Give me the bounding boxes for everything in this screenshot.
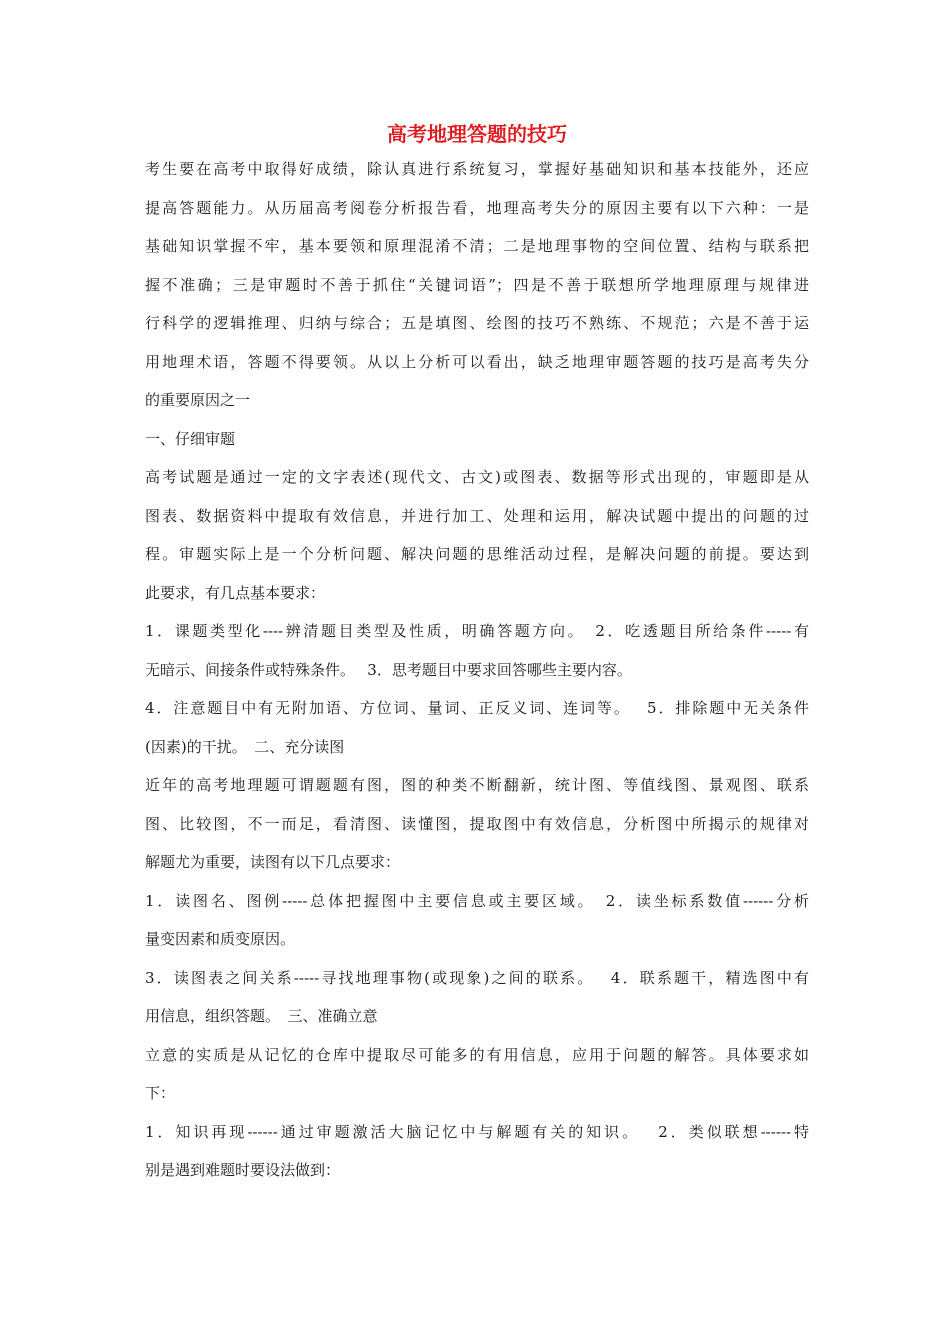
text-line: 程。审题实际上是一个分析问题、解决问题的思维活动过程，是解决问题的前提。要达到: [145, 545, 809, 563]
text-line: 下：: [145, 1084, 176, 1102]
text-line: 1．课题类型化----辨清题目类型及性质，明确答题方向。 2．吃透题目所给条件-----有: [145, 622, 809, 640]
document-page: [145, 118, 809, 1190]
text-line: 基础知识掌握不牢，基本要领和原理混淆不清；二是地理事物的空间位置、结构与联系把: [145, 237, 809, 255]
text-line: 的重要原因之一: [145, 391, 251, 409]
text-line: 1．知识再现------通过审题激活大脑记忆中与解题有关的知识。 2．类似联想------特: [145, 1122, 809, 1141]
text-line: 4．注意题目中有无附加语、方位词、量词、正反义词、连词等。 5．排除题中无关条件: [145, 699, 809, 717]
text-line: 行科学的逻辑推理、归纳与综合；五是填图、绘图的技巧不熟练、不规范；六是不善于运: [145, 314, 809, 332]
text-line: 高考试题是通过一定的文字表述(现代文、古文)或图表、数据等形式出现的，审题即是从: [145, 468, 809, 486]
text-line: 3．读图表之间关系-----寻找地理事物(或现象)之间的联系。 4．联系题干，精选图中有: [145, 968, 809, 987]
text-line: 考生要在高考中取得好成绩，除认真进行系统复习，掌握好基础知识和基本技能外，还应: [145, 160, 809, 178]
text-line: 此要求，有几点基本要求：: [145, 583, 326, 602]
document-body: [145, 150, 809, 1190]
text-line: 图、比较图，不一而足，看清图、读懂图，提取图中有效信息，分析图中所揭示的规律对: [145, 814, 809, 833]
text-line: 别是遇到难题时要设法做到：: [145, 1161, 341, 1179]
text-line: 1．读图名、图例-----总体把握图中主要信息或主要区域。 2．读坐标系数值------分析: [145, 891, 809, 910]
text-line: 立意的实质是从记忆的仓库中提取尽可能多的有用信息，应用于问题的解答。具体要求如: [145, 1045, 809, 1064]
text-line: 握不准确；三是审题时不善于抓住“关键词语”；四是不善于联想所学地理原理与规律进: [145, 275, 809, 294]
text-line: 用信息，组织答题。 三、准确立意: [145, 1007, 378, 1025]
text-line: 用地理术语，答题不得要领。从以上分析可以看出，缺乏地理审题答题的技巧是高考失分: [145, 352, 809, 371]
text-line: 无暗示、间接条件或特殊条件。 3．思考题目中要求回答哪些主要内容。: [145, 660, 632, 679]
text-line: 图表、数据资料中提取有效信息，并进行加工、处理和运用，解决试题中提出的问题的过: [145, 506, 809, 525]
text-line: 一、仔细审题: [145, 429, 236, 448]
text-line: 解题尤为重要，读图有以下几点要求：: [145, 853, 401, 871]
document-title: 高考地理答题的技巧: [387, 122, 567, 146]
text-line: 近年的高考地理题可谓题题有图，图的种类不断翻新，统计图、等值线图、景观图、联系: [145, 776, 809, 794]
text-line: (因素)的干扰。 二、充分读图: [145, 737, 345, 756]
text-line: 提高答题能力。从历届高考阅卷分析报告看，地理高考失分的原因主要有以下六种：一是: [145, 198, 809, 217]
text-line: 量变因素和质变原因。: [145, 930, 296, 948]
